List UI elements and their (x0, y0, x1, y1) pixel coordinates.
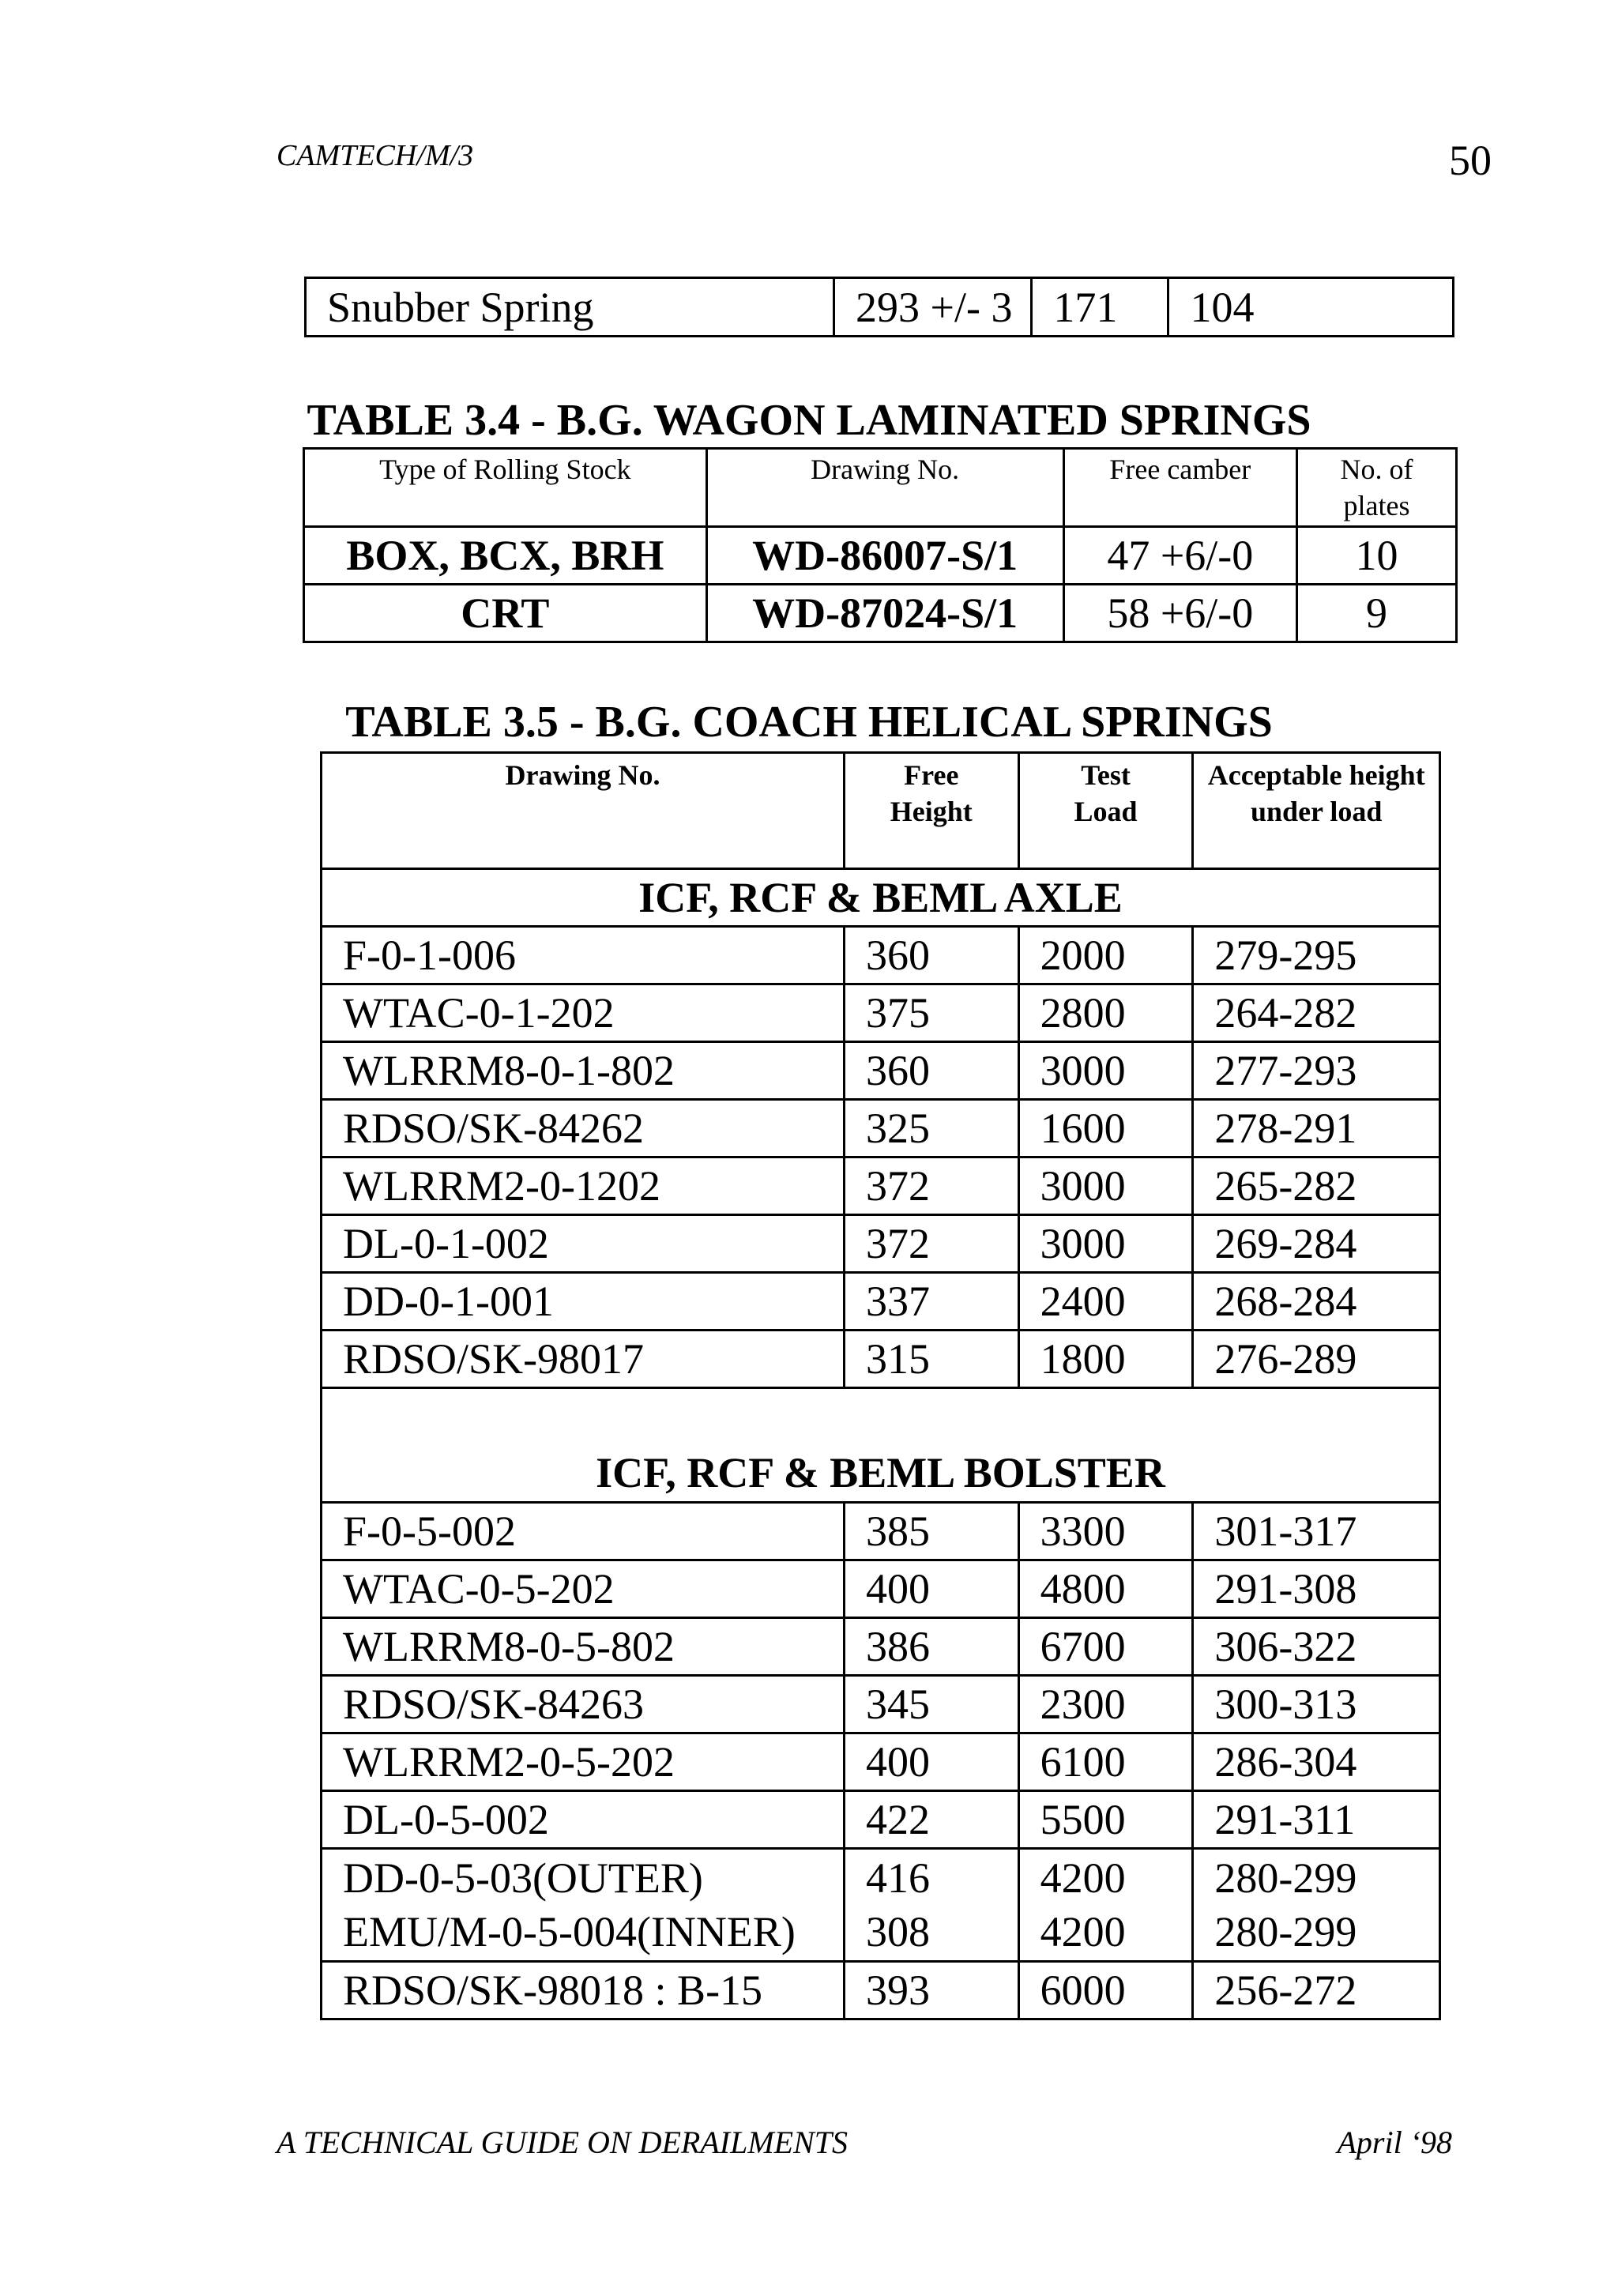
table-cell: DL-0-5-002 (322, 1791, 845, 1849)
cell-line: 4200 (1040, 1908, 1126, 1955)
cell-line: 280-299 (1214, 1854, 1357, 1902)
table-cell: 6100 (1018, 1733, 1193, 1791)
document-code: CAMTECH/M/3 (277, 139, 474, 172)
table-3-5-title: TABLE 3.5 - B.G. COACH HELICAL SPRINGS (345, 698, 1273, 747)
column-header: Type of Rolling Stock (304, 449, 707, 527)
cell-line: 280-299 (1214, 1908, 1357, 1955)
section-header: ICF, RCF & BEML AXLE (322, 869, 1440, 927)
table-row (322, 1560, 1440, 1618)
column-header (844, 753, 1018, 869)
table-cell: 2800 (1018, 984, 1193, 1042)
table-cell (1018, 1849, 1193, 1962)
table-3-5 (320, 751, 1441, 2020)
cell-line: EMU/M-0-5-004(INNER) (343, 1908, 796, 1955)
table-cell: 301-317 (1193, 1503, 1440, 1560)
table-row (322, 984, 1440, 1042)
table-cell: 400 (844, 1560, 1018, 1618)
table-cell: RDSO/SK-84263 (322, 1676, 845, 1733)
table-cell: WTAC-0-5-202 (322, 1560, 845, 1618)
table-cell: 325 (844, 1100, 1018, 1157)
table-cell: 345 (844, 1676, 1018, 1733)
table-cell: 3000 (1018, 1157, 1193, 1215)
table-cell: 3000 (1018, 1042, 1193, 1100)
table-cell: 5500 (1018, 1791, 1193, 1849)
table-cell: 291-311 (1193, 1791, 1440, 1849)
bolster-spring-rows (322, 1503, 1440, 1849)
axle-spring-rows (322, 927, 1440, 1388)
table-row (322, 1733, 1440, 1791)
table-cell: 306-322 (1193, 1618, 1440, 1676)
column-header: Drawing No. (322, 753, 845, 869)
table-cell: RDSO/SK-84262 (322, 1100, 845, 1157)
table-cell: 372 (844, 1157, 1018, 1215)
table-row (322, 1273, 1440, 1331)
table-cell: 264-282 (1193, 984, 1440, 1042)
table-3-4 (303, 447, 1458, 643)
table-row (322, 1503, 1440, 1560)
table-cell: 9 (1297, 585, 1457, 642)
column-header (1018, 753, 1193, 869)
table-cell: DD-0-1-001 (322, 1273, 845, 1331)
table-cell: 3300 (1018, 1503, 1193, 1560)
table-cell: 393 (844, 1962, 1018, 2019)
table-cell: 265-282 (1193, 1157, 1440, 1215)
table-cell (1193, 1849, 1440, 1962)
table-cell: 386 (844, 1618, 1018, 1676)
snubber-spring-row-table (304, 277, 1454, 337)
table-cell: 385 (844, 1503, 1018, 1560)
table-row (322, 1100, 1440, 1157)
table-cell: 10 (1297, 527, 1457, 585)
table-cell: 2000 (1018, 927, 1193, 984)
table-row (322, 1791, 1440, 1849)
table-cell: WLRRM2-0-1202 (322, 1157, 845, 1215)
table-cell: F-0-5-002 (322, 1503, 845, 1560)
column-header-text: Free Height (890, 759, 973, 827)
table-cell: 4800 (1018, 1560, 1193, 1618)
table-3-4-title: TABLE 3.4 - B.G. WAGON LAMINATED SPRINGS (307, 396, 1311, 445)
table-cell: RDSO/SK-98018 : B-15 (322, 1962, 845, 2019)
cell-line: 308 (865, 1908, 930, 1955)
table-cell: Snubber Spring (306, 278, 834, 337)
table-header-row (322, 753, 1440, 869)
column-header-text: No. of plates (1340, 454, 1413, 521)
table-cell: 277-293 (1193, 1042, 1440, 1100)
table-cell: 400 (844, 1733, 1018, 1791)
table-row (322, 1042, 1440, 1100)
table-cell: WLRRM8-0-5-802 (322, 1618, 845, 1676)
section-header: ICF, RCF & BEML BOLSTER (322, 1388, 1440, 1503)
table-cell: 1800 (1018, 1331, 1193, 1388)
table-cell: 372 (844, 1215, 1018, 1273)
table-cell (322, 1849, 845, 1962)
table-cell: 315 (844, 1331, 1018, 1388)
table-cell: WD-86007-S/1 (706, 527, 1063, 585)
table-cell: 276-289 (1193, 1331, 1440, 1388)
table-cell: WLRRM2-0-5-202 (322, 1733, 845, 1791)
page-number: 50 (1449, 137, 1492, 184)
table-cell: CRT (304, 585, 707, 642)
table-cell: 6700 (1018, 1618, 1193, 1676)
table-cell: 291-308 (1193, 1560, 1440, 1618)
table-cell: BOX, BCX, BRH (304, 527, 707, 585)
table-row (322, 1331, 1440, 1388)
table-cell: 279-295 (1193, 927, 1440, 984)
table-row (322, 1962, 1440, 2019)
table-row (322, 927, 1440, 984)
table-cell: WD-87024-S/1 (706, 585, 1063, 642)
column-header-text: Test Load (1074, 759, 1138, 827)
table-cell: 1600 (1018, 1100, 1193, 1157)
column-header-text: Drawing No. (811, 454, 960, 485)
table-cell: 2400 (1018, 1273, 1193, 1331)
table-cell: 422 (844, 1791, 1018, 1849)
table-header-row (304, 449, 1457, 527)
table-cell: 171 (1032, 278, 1168, 337)
table-cell: 375 (844, 984, 1018, 1042)
column-header (1297, 449, 1457, 527)
table-row (322, 1618, 1440, 1676)
table-row (306, 278, 1454, 337)
table-cell: 58 +6/-0 (1063, 585, 1297, 642)
table-cell: 278-291 (1193, 1100, 1440, 1157)
table-cell: 256-272 (1193, 1962, 1440, 2019)
table-row (304, 527, 1457, 585)
table-cell (844, 1849, 1018, 1962)
table-cell: RDSO/SK-98017 (322, 1331, 845, 1388)
table-cell: 2300 (1018, 1676, 1193, 1733)
table-cell: 360 (844, 927, 1018, 984)
table-cell: 47 +6/-0 (1063, 527, 1297, 585)
section-row (322, 869, 1440, 927)
table-row (322, 1849, 1440, 1962)
table-cell: 104 (1168, 278, 1454, 337)
footer-title: A TECHNICAL GUIDE ON DERAILMENTS (277, 2125, 849, 2160)
table-row (322, 1676, 1440, 1733)
table-cell: WTAC-0-1-202 (322, 984, 845, 1042)
cell-line: 4200 (1040, 1854, 1126, 1902)
table-cell: 269-284 (1193, 1215, 1440, 1273)
cell-line: DD-0-5-03(OUTER) (343, 1854, 703, 1902)
table-row (322, 1215, 1440, 1273)
table-row (304, 585, 1457, 642)
cell-line: 416 (865, 1854, 930, 1902)
table-cell: WLRRM8-0-1-802 (322, 1042, 845, 1100)
table-cell: 300-313 (1193, 1676, 1440, 1733)
table-cell: 6000 (1018, 1962, 1193, 2019)
table-cell: 286-304 (1193, 1733, 1440, 1791)
column-header: Acceptable height under load (1193, 753, 1440, 869)
table-row (322, 1157, 1440, 1215)
table-cell: 337 (844, 1273, 1018, 1331)
table-cell: 360 (844, 1042, 1018, 1100)
table-cell: 268-284 (1193, 1273, 1440, 1331)
table-cell: F-0-1-006 (322, 927, 845, 984)
section-row (322, 1388, 1440, 1503)
table-cell: 293 +/- 3 (834, 278, 1032, 337)
table-cell: 3000 (1018, 1215, 1193, 1273)
column-header (706, 449, 1063, 527)
column-header: Free camber (1063, 449, 1297, 527)
footer-date: April ‘98 (1337, 2125, 1452, 2160)
table-cell: DL-0-1-002 (322, 1215, 845, 1273)
